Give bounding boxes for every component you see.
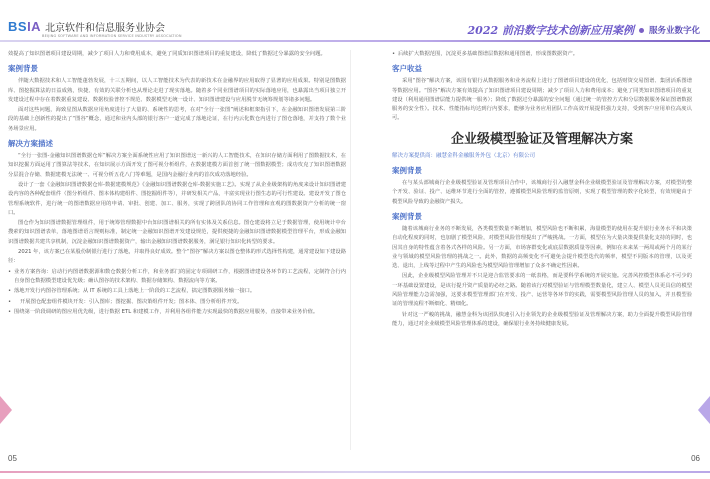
publication-title: 2022 前沿数字技术创新应用案例 <box>467 24 634 37</box>
paragraph: 图仓作为知识图谱数据管理组件，用于统筹管理数据中台知识图谱相关的所有实体及关系信息。图仓建设将立足于数据管理，使用统计中台搜索的知识图谱表单，落地图谱语言规则标准，制定统一金融知识图谱开发建设规范，提供便捷的金融知识图谱数据模型管理平台，形成金融知识图谱数据共建共享机制，沉淀金融知识图谱数据资产，输出金融知识图谱数据服务，满足银行知识化转型的要求。 <box>8 220 346 245</box>
paragraph: 面对这些问题，海致星图从数据应用角度进行了大量的、系统性的思考，在对“全行一张图”阐述和框架指引下，在金融知识图谱发展第三阶段的基础上创新性的提出了“图谷”概念，通过和业内头部的银行客户一道完成了落地论证，在行内云化数仓内进行了图仓落地，并支持了数个业务场景应用。 <box>8 107 346 132</box>
paragraph: 因此，企业级模型风险管理并不只是迎合监管要求的一纸表格，而是要科学系统的开展实施。完善风控模型体系必不可少的一环基础设置建设，是该行提升资产质量的必经之路。随着该行对模型验证与管理模型数量化，建立人、模型人员更具信的模型风险管理能力急需加强，这要求模型管理部门在开发、投产、运营等各环节的实践，需要模型风险管理人员的加入，并且模型验证的管理流程不断细化、精细化。 <box>392 273 692 308</box>
paragraph: 2021 年，该方案已在某股份制银行进行了落地，并取得良好成效。整个“图谷”解决方案以图仓整体的形式选择性构建，通常建设如下建设路径： <box>8 249 346 265</box>
page-number-right: 06 <box>691 454 700 463</box>
right-decor-triangle <box>698 396 710 424</box>
paragraph: 针对这一严峻的挑战，融慧金科为该团队快速引入行业领先的企业级模型验证及管理解决方案，助力全面提升模型风险管理能力，通过对企业级模型风险管理体系的建设，确保银行业务持续健康发展。 <box>392 311 692 327</box>
section-heading: 案例背景 <box>392 211 422 221</box>
list-item: • 落地开发行内图谷管理系统；从 IT 系统的工具上落地上一阶段的工艺流程，搞定图数据服务输一接口。 <box>8 287 346 296</box>
paragraph: 设计了一套《金融知识图谱数据仓库-数据建模规范》《金融知识图谱数据仓库-数据实施工艺》。实现了从企业级架构的角度来设计知识图谱建设内容的各种配套组件（图分析组件、图本体构建组件、图挖掘组件等），并研发相关产品，丰富实现业行图生态的可行性建设。建设开发了图仓管理系统软件，进行统一的图谱数据应用的申请、审批、创建、加工、服务，实现了跨团队的协同工作管理和直观的图数据资产分析的统一窗口。 <box>8 181 346 216</box>
right-page-column <box>392 50 692 330</box>
logo-mark: BSIA <box>8 18 42 34</box>
section-heading: 案例背景 <box>392 166 422 176</box>
section-heading: 解决方案描述 <box>8 139 53 149</box>
header-title <box>468 22 700 38</box>
section-label: 服务业数字化 <box>648 26 700 36</box>
logo-english-name: BEIJING SOFTWARE AND INFORMATION SERVICE INDUSTRY ASSOCIATION <box>42 34 182 38</box>
list-item: • 围绕第一阶段调研的图应用优先级，进行数据 ETL 和建模工作，并利用各组件能力实现最快的数据应用服务，直接带来业务价值。 <box>8 308 346 317</box>
list-item: • 开展图仓配套组件模块开发：引入图库；图挖掘、图决策组件开发；图本体、图分析组件开发。 <box>8 298 346 307</box>
paragraph: 随着该城商行业务的不断发展，各类模型数量不断增加，模型风险也不断积累，海量模型的使用在提升银行业务水平和决策自动化程度的同时，也加剧了模型风险，对模型风险管理提出了严峻挑战。一方面，模型在为大量决策提供量化支持的同时，也因其自身的特性蕴含着各式各样的风险。另一方面，市场客群变化或底层数据质量等因素，例如在未来某一两周或两个月的某行业与领域的模型风险管理的挑战之一。此外，数据的高频变化不可避免会提升模型迭代的频率，模型不同版本的管理，以及更迭、退出，上线等过程中产生的风险也为模型风险管理增加了众多不确定性因素。 <box>392 225 692 270</box>
case-title: 企业级模型验证及管理解决方案 <box>450 131 633 147</box>
solution-provider: 解决方案提供商：融慧金科金融服务外包（北京）有限公司 <box>392 152 536 159</box>
intro-paragraph: 效提高了知识图谱项目建设周期，减少了项目人力和费用成本，避免了同质知识图谱项目的重复建设，降低了数据过分暴露的安全问题。 <box>8 51 326 57</box>
paragraph: 伴随大数据技术和人工智能蓬勃发展，十三五期间，以人工智能技术为代表的新技术在金融界的应用取得了显著的应用成果。特别是图数据库、图挖掘算法的日益成熟，快捷、有效的关联分析也从理论走进了现实落地。随着多个同业图谱项目的实际落地应用，也暴露出当项目独立开发建设过程中存在着数据重复建设、数据校验普控不规范、数据模型无统一设计、知识图谱建设与应用脱节无统筹规划等诸多问题。 <box>8 78 346 103</box>
page-number-left: 05 <box>8 454 17 463</box>
paragraph: 采用“图谷”解决方案，该国有银行从数据服务和业务流程上进行了图谱项目建设的优化，包括财资交易图谱、集团活系图谱等数据应用。“图谷”解决方案有效提高了知识图谱项目建设周期；减少了项目人力和费用成本；避免了同类知识图谱项目的重复建设（利用通用图谱层能力提供统一服务）；降低了数据过分暴露的安全问题（通过统一的管控方式和分层数据服务保证图谱数据服务的安全性）。技术、性能指标均达到行内要求，能够为业务应用团队工作高效开展提供强力支持，受到客户应用单位高度认可。 <box>392 78 692 122</box>
left-page-column <box>8 50 346 318</box>
logo-chinese-name: 北京软件和信息服务业协会 <box>45 22 166 34</box>
dot-icon <box>639 28 644 33</box>
paragraph: 在与某头部城商行企业级模型验证及管理项目合作中，该城商行引入融慧金科企业级模型验证及管理解决方案，对模型的整个开发、验证、投产、运维环节进行全面的管控，遵循模型风险管理的监管原则，实现了模型管理的数字化转型，有效规避由于模型风险导致的金融资产损失。 <box>392 180 692 205</box>
list-item: • 业务方案咨询：启动行内图谱数据源和数仓数据分析工作，和业务部门的固定专项调研工作，根据图谱建设各环节的工艺流程，定制符合行内自身图仓数据模型建设优先级；确认图谷的技术架构、数据存储架构、数据流向等方案。 <box>8 268 346 287</box>
header-rule <box>0 40 710 42</box>
section-heading: 客户收益 <box>392 64 422 74</box>
left-decor-triangle <box>0 396 12 424</box>
list-item: • 后续扩大数据范围，沉淀更多基础图谱层数据和通用图谱，形成图数据资产。 <box>392 50 692 59</box>
section-heading: 案例背景 <box>8 64 38 74</box>
footer-rule <box>0 471 710 473</box>
paragraph: “全行一张图-金融知识图谱数据仓库”解决方案全面系统性应用了知识图谱这一新兴的人工智能技术，在知识存储方面利用了图数据技术，在知识挖掘方面运用了图算法等技术，在知识展示方面开发了图可视分析组件，在数据建模方面首创了统一图数据模型；成功攻克了知识图谱数据分层混合存储、数据建模无法统一、可视分析五花八门等难题，是国内金融行业内的首次成功落地经验。 <box>8 153 346 178</box>
association-logo <box>8 18 165 34</box>
page-gutter <box>350 50 351 450</box>
